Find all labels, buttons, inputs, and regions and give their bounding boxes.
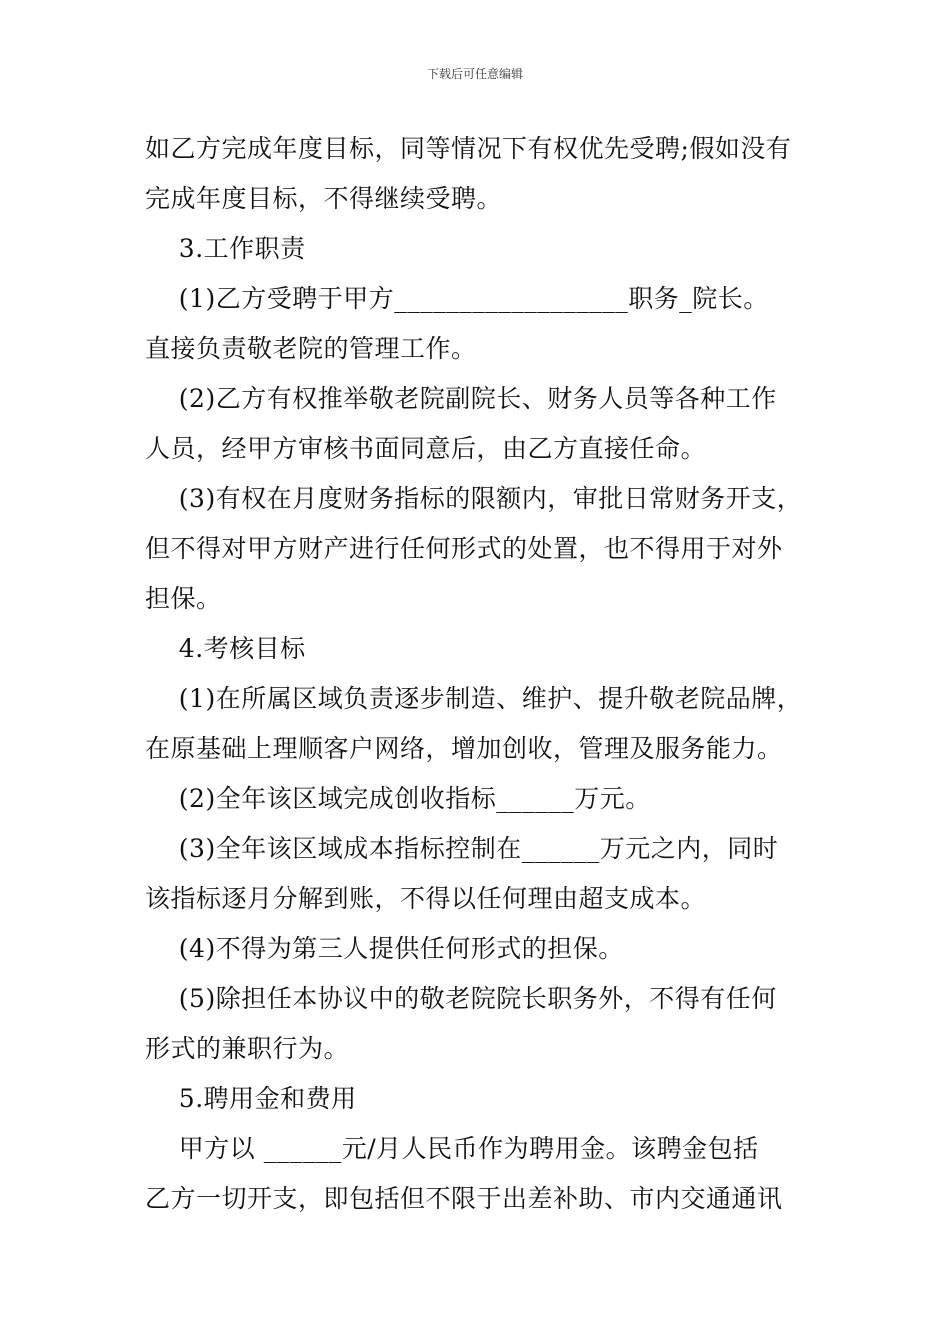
section-heading: 3.工作职责 [145, 234, 306, 263]
text-line: (3)有权在月度财务指标的限额内，审批日常财务开支， [145, 484, 803, 513]
text-line: (4)不得为第三人提供任何形式的担保。 [145, 934, 624, 963]
text-line: 担保。 [145, 584, 222, 613]
text-line: 但不得对甲方财产进行任何形式的处置，也不得用于对外 [145, 534, 783, 563]
text-line: 甲方以 ______元/月人民币作为聘用金。该聘金包括 [145, 1134, 759, 1163]
text-line: 人员，经甲方审核书面同意后，由乙方直接任命。 [145, 434, 707, 463]
page-header: 下载后可任意编辑 [426, 67, 523, 81]
text-line: 如乙方完成年度目标，同等情况下有权优先受聘;假如没有 [145, 134, 792, 163]
text-line: (2)乙方有权推举敬老院副院长、财务人员等各种工作 [145, 384, 777, 413]
text-line: 直接负责敬老院的管理工作。 [145, 334, 477, 363]
text-line: (3)全年该区域成本指标控制在______万元之内，同时 [145, 834, 779, 863]
text-line: (5)除担任本协议中的敬老院院长职务外，不得有任何 [145, 984, 777, 1013]
section-heading: 4.考核目标 [145, 634, 306, 663]
text-line: (1)乙方受聘于甲方__________________职务_院长。 [145, 284, 769, 313]
section-heading: 5.聘用金和费用 [145, 1084, 357, 1113]
text-line: (1)在所属区域负责逐步制造、维护、提升敬老院品牌， [145, 684, 803, 713]
text-line: 在原基础上理顺客户网络，增加创收，管理及服务能力。 [145, 734, 783, 763]
text-line: (2)全年该区域完成创收指标______万元。 [145, 784, 651, 813]
text-line: 乙方一切开支，即包括但不限于出差补助、市内交通通讯 [145, 1184, 783, 1213]
text-line: 完成年度目标，不得继续受聘。 [145, 184, 503, 213]
text-line: 形式的兼职行为。 [145, 1034, 350, 1063]
text-line: 该指标逐月分解到账，不得以任何理由超支成本。 [145, 884, 707, 913]
